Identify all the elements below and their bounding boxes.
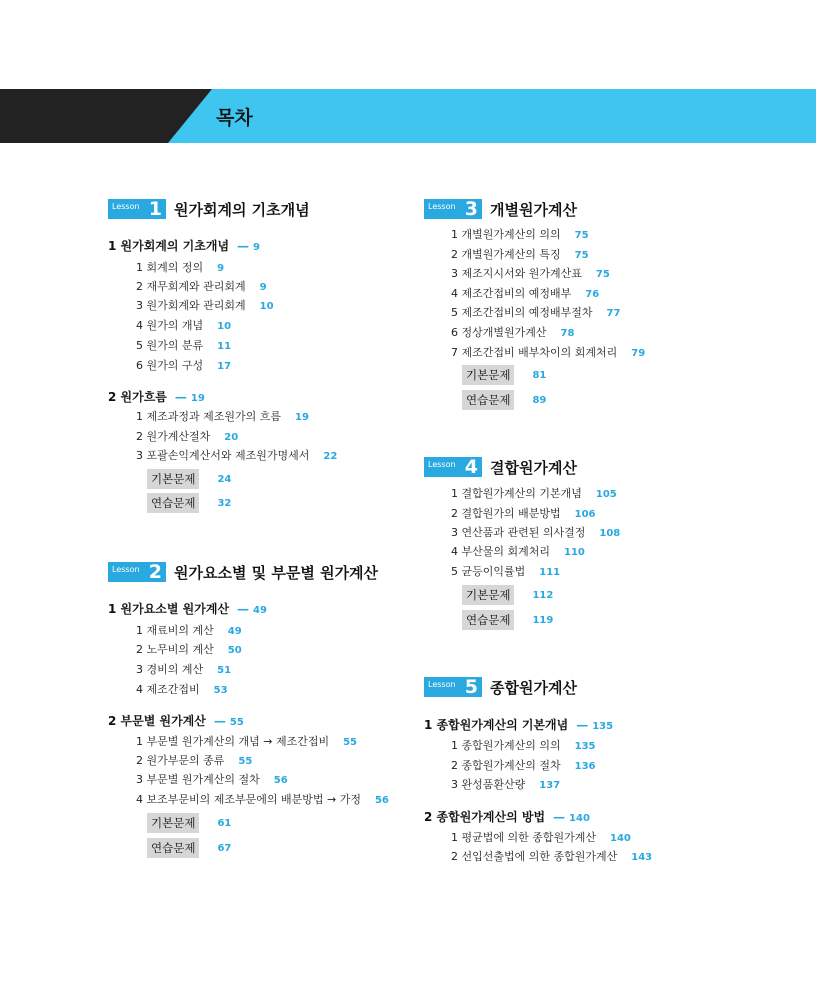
lesson-5-header[interactable] <box>424 676 577 698</box>
page-number: 9 <box>253 242 261 253</box>
page-number: 110 <box>564 547 585 558</box>
page-number: 53 <box>213 685 228 696</box>
page-number: 89 <box>532 394 547 406</box>
lesson-title: 개별원가계산 <box>490 200 577 219</box>
page-number: 81 <box>532 369 547 381</box>
page-number: 55 <box>238 756 253 767</box>
lesson-badge <box>424 677 482 697</box>
exercise-practice[interactable] <box>147 838 231 858</box>
page-number: 9 <box>217 263 225 274</box>
item-label: 3 원가회계와 관리회계 <box>136 299 246 312</box>
exercise-practice[interactable] <box>147 493 231 513</box>
toc-item[interactable] <box>136 408 309 424</box>
item-label: 3 제조지시서와 원가계산표 <box>451 267 582 280</box>
section-title: 1 원가회계의 기초개념 <box>108 239 230 253</box>
page-number: 49 <box>227 626 242 637</box>
item-label: 2 원가부문의 종류 <box>136 754 225 767</box>
item-label: 1 개별원가계산의 의의 <box>451 228 561 241</box>
page-number: 51 <box>217 665 232 676</box>
page-title: 목차 <box>216 107 253 129</box>
page-number: 79 <box>631 348 646 359</box>
lesson-1-header[interactable] <box>108 198 310 220</box>
toc-item[interactable] <box>136 752 252 768</box>
toc-item[interactable] <box>451 285 599 301</box>
page-number: 56 <box>273 775 288 786</box>
item-label: 2 종합원가계산의 절차 <box>451 759 561 772</box>
lesson-title: 원가요소별 및 부문별 원가계산 <box>174 563 379 582</box>
page-number: 135 <box>592 721 614 732</box>
page-number: 108 <box>599 528 621 539</box>
section-title: 1 원가요소별 원가계산 <box>108 602 230 616</box>
lesson-number: 2 <box>148 561 162 583</box>
section-title: 2 부문별 원가계산 <box>108 714 206 728</box>
exercise-label: 연습문제 <box>147 838 199 858</box>
page-number: 24 <box>217 473 232 485</box>
toc-item[interactable] <box>451 829 631 845</box>
exercise-label: 연습문제 <box>147 493 199 513</box>
toc-item[interactable] <box>136 733 357 749</box>
item-label: 2 재무회계와 관리회계 <box>136 280 246 293</box>
item-label: 3 부문별 원가계산의 절차 <box>136 773 260 786</box>
page-number: 67 <box>217 842 232 854</box>
lesson-badge <box>424 457 482 477</box>
section-heading[interactable] <box>424 716 613 733</box>
page-number: 135 <box>574 741 596 752</box>
toc-item[interactable] <box>136 428 238 444</box>
page-number: 55 <box>343 737 358 748</box>
dash-separator: — <box>237 239 250 253</box>
toc-item[interactable] <box>136 337 231 353</box>
item-label: 5 균등이익률법 <box>451 565 526 578</box>
lesson-title: 종합원가계산 <box>490 678 577 697</box>
section-heading[interactable] <box>424 808 590 825</box>
section-title: 2 원가흐름 <box>108 390 167 404</box>
page-number: 136 <box>574 761 596 772</box>
page-number: 143 <box>631 852 653 863</box>
toc-item[interactable] <box>451 543 585 559</box>
page-number: 76 <box>585 289 600 300</box>
page-number: 49 <box>253 605 267 616</box>
dash-separator: — <box>174 390 187 404</box>
toc-item[interactable] <box>451 324 574 340</box>
toc-item[interactable] <box>451 226 589 242</box>
page-number: 140 <box>569 813 590 824</box>
lesson-badge <box>424 199 482 219</box>
page-number: 78 <box>560 328 575 339</box>
item-label: 4 부산물의 회계처리 <box>451 545 550 558</box>
toc-item[interactable] <box>451 563 560 579</box>
section-heading[interactable] <box>108 388 205 405</box>
exercise-practice[interactable] <box>462 610 553 630</box>
toc-item[interactable] <box>136 661 231 677</box>
dash-separator: — <box>213 714 226 728</box>
page-number: 56 <box>374 795 389 806</box>
toc-item[interactable] <box>136 681 228 697</box>
lesson-word: Lesson <box>112 201 140 211</box>
item-label: 7 제조간접비 배부차이의 회계처리 <box>451 346 618 359</box>
item-label: 6 정상개별원가계산 <box>451 326 547 339</box>
toc-item[interactable] <box>451 737 596 753</box>
toc-item[interactable] <box>136 278 267 294</box>
exercise-basic[interactable] <box>462 585 553 605</box>
toc-item[interactable] <box>136 357 231 373</box>
lesson-3-header[interactable] <box>424 198 577 220</box>
lesson-number: 5 <box>464 676 478 698</box>
banner-graphic <box>0 89 816 143</box>
page-number: 55 <box>229 717 244 728</box>
dash-separator: — <box>576 718 589 732</box>
page-number: 11 <box>217 341 232 352</box>
lesson-word: Lesson <box>428 201 456 211</box>
item-label: 1 제조과정과 제조원가의 흐름 <box>136 410 281 423</box>
exercise-label: 기본문제 <box>462 585 514 605</box>
section-title: 1 종합원가계산의 기본개념 <box>424 718 569 732</box>
exercise-basic[interactable] <box>147 469 231 489</box>
toc-item[interactable] <box>136 297 274 313</box>
page-number: 50 <box>227 645 242 656</box>
item-label: 1 회계의 정의 <box>136 261 204 274</box>
exercise-label: 기본문제 <box>462 365 514 385</box>
page-number: 77 <box>606 308 621 319</box>
page-number: 19 <box>295 412 309 423</box>
toc-item[interactable] <box>451 776 560 792</box>
page-number: 119 <box>532 614 554 626</box>
item-label: 2 원가계산절차 <box>136 430 211 443</box>
page-number: 105 <box>595 489 617 500</box>
item-label: 4 원가의 개념 <box>136 319 204 332</box>
item-label: 2 선입선출법에 의한 종합원가계산 <box>451 850 618 863</box>
lesson-word: Lesson <box>428 459 456 469</box>
section-heading[interactable] <box>108 600 267 617</box>
toc-item[interactable] <box>136 447 337 463</box>
lesson-4-header[interactable] <box>424 456 577 478</box>
page-number: 22 <box>323 451 338 462</box>
toc-item[interactable] <box>451 344 645 360</box>
exercise-basic[interactable] <box>147 813 231 833</box>
item-label: 3 완성품환산량 <box>451 778 526 791</box>
item-label: 5 제조간접비의 예정배부절차 <box>451 306 593 319</box>
item-label: 4 보조부문비의 제조부문에의 배분방법 → 가정 <box>136 793 361 806</box>
exercise-basic[interactable] <box>462 365 546 385</box>
page-number: 111 <box>539 567 561 578</box>
lesson-title: 결합원가계산 <box>490 458 577 477</box>
lesson-badge <box>108 562 166 582</box>
section-heading[interactable] <box>108 237 260 254</box>
item-label: 1 종합원가계산의 의의 <box>451 739 561 752</box>
toc-item[interactable] <box>136 259 224 275</box>
page-number: 9 <box>259 282 267 293</box>
item-label: 4 제조간접비의 예정배부 <box>451 287 572 300</box>
lesson-number: 3 <box>464 198 478 220</box>
page-number: 106 <box>574 509 596 520</box>
exercise-label: 기본문제 <box>147 469 199 489</box>
page-number: 137 <box>539 780 561 791</box>
section-heading[interactable] <box>108 712 244 729</box>
header-banner <box>0 89 816 143</box>
lesson-word: Lesson <box>428 679 456 689</box>
toc-item[interactable] <box>136 622 242 638</box>
toc-item[interactable] <box>451 265 610 281</box>
item-label: 5 원가의 분류 <box>136 339 204 352</box>
item-label: 4 제조간접비 <box>136 683 200 696</box>
page-number: 20 <box>224 432 239 443</box>
lesson-number: 4 <box>464 456 478 478</box>
toc-item[interactable] <box>451 304 620 320</box>
item-label: 2 결합원가의 배분방법 <box>451 507 561 520</box>
toc-item[interactable] <box>136 641 242 657</box>
lesson-title: 원가회계의 기초개념 <box>174 200 310 219</box>
toc-item[interactable] <box>451 246 589 262</box>
item-label: 1 부문별 원가계산의 개념 → 제조간접비 <box>136 735 330 748</box>
item-label: 2 노무비의 계산 <box>136 643 214 656</box>
page-number: 75 <box>574 250 589 261</box>
section-title: 2 종합원가계산의 방법 <box>424 810 546 824</box>
toc-item[interactable] <box>136 317 231 333</box>
lesson-number: 1 <box>148 198 162 220</box>
item-label: 6 원가의 구성 <box>136 359 204 372</box>
page-number: 140 <box>610 833 631 844</box>
exercise-label: 연습문제 <box>462 610 514 630</box>
item-label: 2 개별원가계산의 특징 <box>451 248 561 261</box>
item-label: 1 재료비의 계산 <box>136 624 214 637</box>
exercise-practice[interactable] <box>462 390 546 410</box>
toc-item[interactable] <box>451 848 652 864</box>
lesson-word: Lesson <box>112 564 140 574</box>
page-number: 112 <box>532 589 554 601</box>
exercise-label: 기본문제 <box>147 813 199 833</box>
lesson-badge <box>108 199 166 219</box>
item-label: 1 평균법에 의한 종합원가계산 <box>451 831 596 844</box>
exercise-label: 연습문제 <box>462 390 514 410</box>
page-number: 75 <box>595 269 610 280</box>
page-number: 75 <box>574 230 589 241</box>
toc-item[interactable] <box>451 485 617 501</box>
page-number: 17 <box>217 361 232 372</box>
item-label: 3 경비의 계산 <box>136 663 204 676</box>
page-number: 10 <box>259 301 274 312</box>
toc-item[interactable] <box>136 771 288 787</box>
item-label: 3 연산품과 관련된 의사결정 <box>451 526 586 539</box>
dash-separator: — <box>553 810 566 824</box>
page-number: 10 <box>217 321 232 332</box>
toc-item[interactable] <box>451 505 596 521</box>
toc-item[interactable] <box>451 524 620 540</box>
toc-item[interactable] <box>451 757 596 773</box>
page-number: 32 <box>217 497 232 509</box>
item-label: 1 결합원가계산의 기본개념 <box>451 487 582 500</box>
lesson-2-header[interactable] <box>108 561 378 583</box>
page-number: 61 <box>217 817 232 829</box>
page-number: 19 <box>190 393 205 404</box>
item-label: 3 포괄손익계산서와 제조원가명세서 <box>136 449 310 462</box>
toc-item[interactable] <box>136 791 389 807</box>
dash-separator: — <box>237 602 250 616</box>
